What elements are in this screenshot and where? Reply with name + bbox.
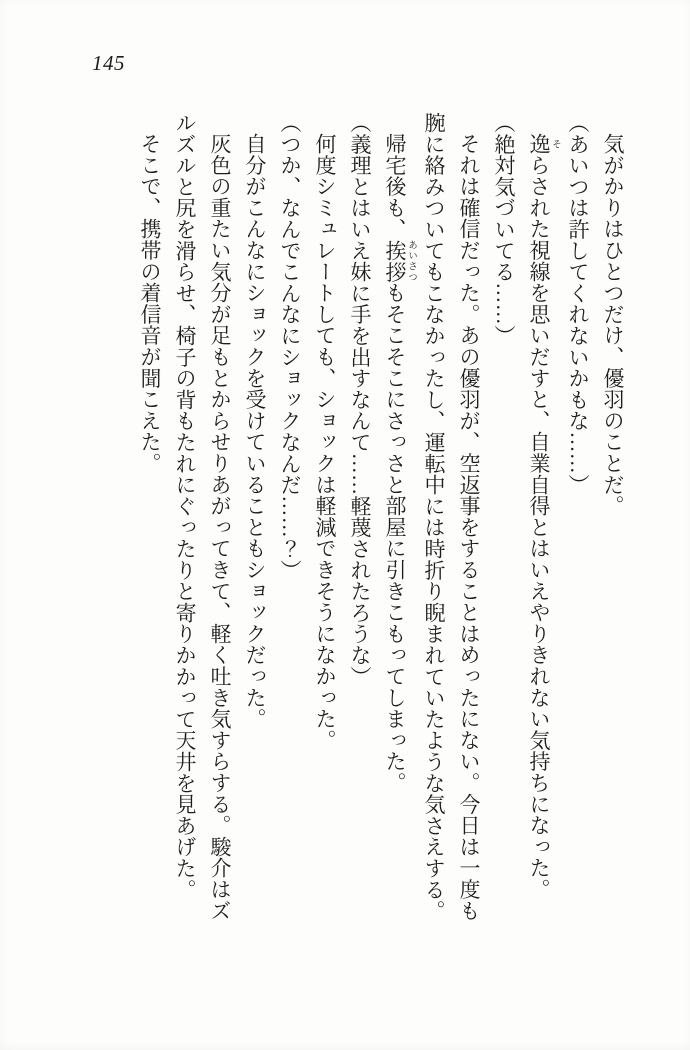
text-line: 何度シミュレートしても、ショックは軽減できそうになかった。 (313, 133, 337, 751)
ruby-annotated-text: 挨拶 あいさつ (383, 239, 416, 283)
text-line: （絶対気づいてる……） (492, 112, 516, 347)
text-line: ルズルと尻を滑らせ、椅子の背もたれにぐったりと寄りかかって天井を見あげた。 (173, 112, 197, 901)
text-line: 逸 そらされた視線を思いだすと、自業自得とはいえやりきれない気持ちになった。 (527, 133, 560, 900)
ruby-annotated-text: 逸 そ (527, 133, 560, 155)
text-line: 自分がこんなにショックを受けていることもショックだった。 (243, 133, 267, 730)
text-line: 気がかりはひとつだけ、優羽のことだ。 (601, 133, 625, 517)
body-text (132, 112, 630, 957)
text-line: （あいつは許してくれないかもな……） (566, 112, 590, 496)
text-line: （義理とはいえ妹に手を出すなんて……軽蔑されたろうな） (348, 112, 372, 688)
text-line: それは確信だった。あの優羽が、空返事をすることはめったにない。今日は一度も (457, 133, 481, 922)
text-line: 灰色の重たい気分が足もとからせりあがってきて、軽く吐き気すらする。駿介はズ (208, 133, 232, 922)
page-number: 145 (92, 51, 125, 75)
text-line: 帰宅後も、挨拶 あいさつもそこそこにさっさと部屋に引きこもってしまった。 (383, 133, 416, 794)
text-line: 腕に絡みついてもこなかったし、運転中には時折り睨まれていたような気さえする。 (422, 112, 446, 922)
text-line: そこで、携帯の着信音が聞こえた。 (138, 133, 162, 474)
text-line: （つか、なんでこんなにショックなんだ……？） (278, 112, 302, 581)
